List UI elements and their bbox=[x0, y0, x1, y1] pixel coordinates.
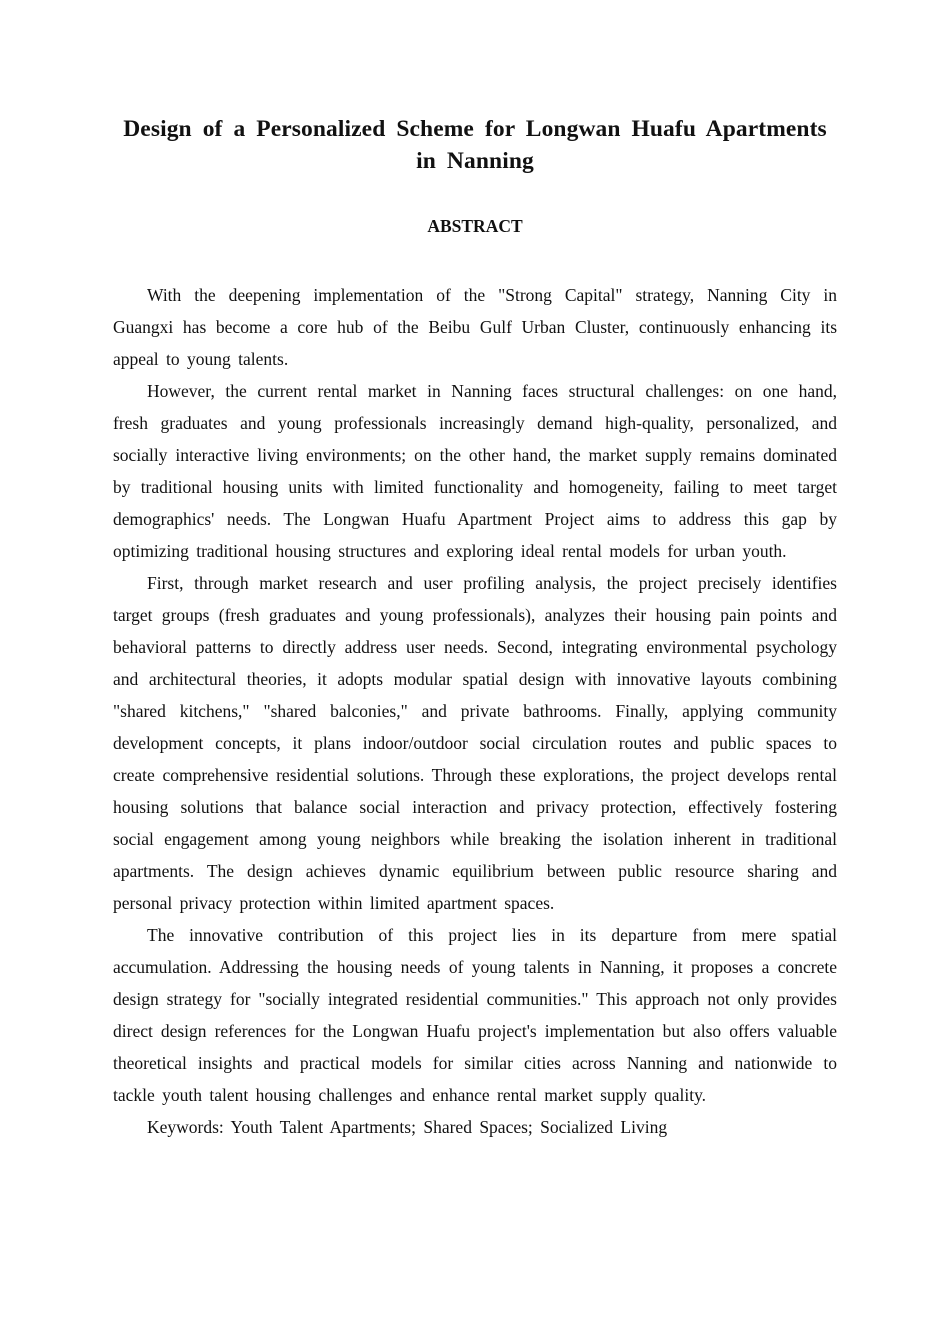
keywords-line: Keywords: Youth Talent Apartments; Shared Spaces; Socialized Living bbox=[147, 1117, 668, 1137]
abstract-paragraph-2: However, the current rental market in Nanning faces structural challenges: on one hand, fresh graduates and young professionals increasingly demand high-quality, personalized, and socially interactive living environments; on the other hand, the market supply remains dominated by traditional housing units with limited functionality and homogeneity, failing to meet target demographics' needs. The Longwan Huafu Apartment Project aims to address this gap by optimizing traditional housing structures and exploring ideal rental models for urban youth. bbox=[113, 381, 837, 561]
document-page bbox=[113, 113, 837, 1143]
abstract-heading: ABSTRACT bbox=[427, 216, 523, 236]
abstract-paragraph-4: The innovative contribution of this project lies in its departure from mere spatial accumulation. Addressing the housing needs of young talents in Nanning, it proposes a concrete design strategy for "socially integrated residential communities." This approach not only provides direct design references for the Longwan Huafu project's implementation but also offers valuable theoretical insights and practical models for similar cities across Nanning and nationwide to tackle youth talent housing challenges and enhance rental market supply quality. bbox=[113, 925, 837, 1105]
abstract-body bbox=[113, 279, 837, 1143]
abstract-paragraph-3: First, through market research and user profiling analysis, the project precisely identifies target groups (fresh graduates and young professionals), analyzes their housing pain points and behavioral patterns to directly address user needs. Second, integrating environmental psychology and architectural theories, it adopts modular spatial design with innovative layouts combining "shared kitchens," "shared balconies," and private bathrooms. Finally, applying community development concepts, it plans indoor/outdoor social circulation routes and public spaces to create comprehensive residential solutions. Through these explorations, the project develops rental housing solutions that balance social interaction and privacy protection, effectively fostering social engagement among young neighbors while breaking the isolation inherent in traditional apartments. The design achieves dynamic equilibrium between public resource sharing and personal privacy protection within limited apartment spaces. bbox=[113, 573, 837, 913]
document-title: Design of a Personalized Scheme for Longwan Huafu Apartments in Nanning bbox=[123, 116, 827, 174]
abstract-paragraph-1: With the deepening implementation of the "Strong Capital" strategy, Nanning City in Guangxi has become a core hub of the Beibu Gulf Urban Cluster, continuously enhancing its appeal to young talents. bbox=[113, 285, 837, 369]
